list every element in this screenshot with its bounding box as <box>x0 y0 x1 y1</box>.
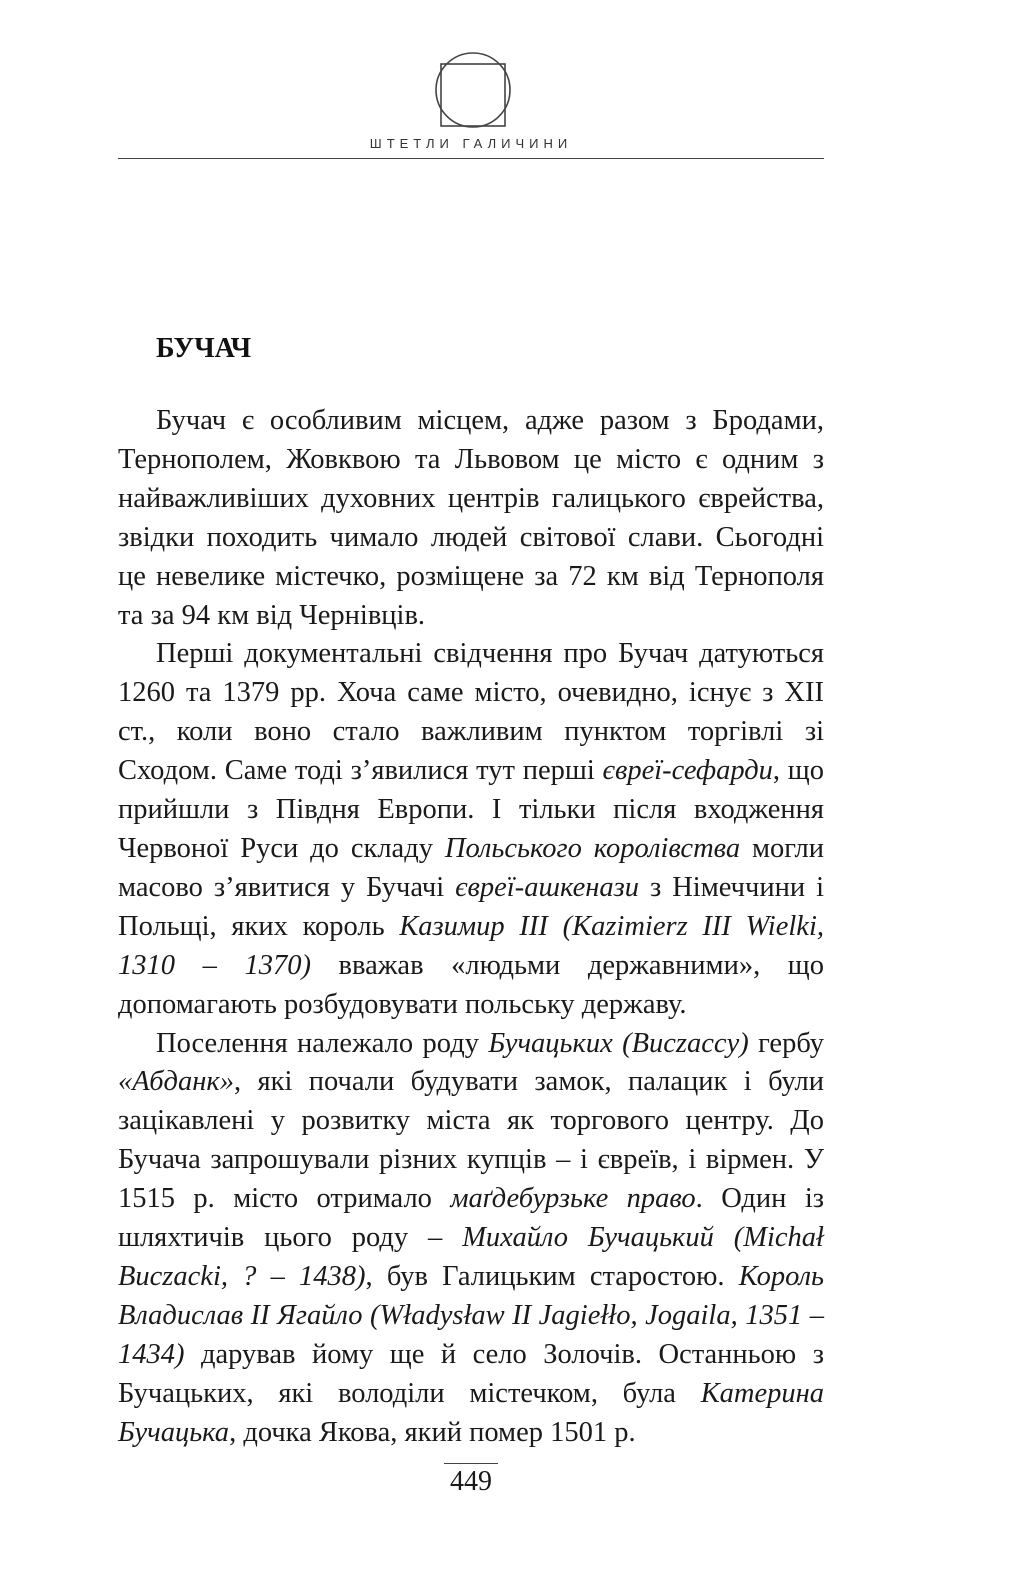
paragraph-text: , дочка Якова, який помер 1501 р. <box>229 1416 636 1448</box>
italic-term: «Абданк» <box>118 1066 234 1098</box>
italic-term: Бучацьких (Buczaccy) <box>488 1027 749 1059</box>
italic-term: Польського королівства <box>444 832 741 864</box>
italic-term: Михайло Бучацький (Michał Buczacki, ? – 1438) <box>118 1222 824 1292</box>
paragraph-text: Бучач є особливим місцем, адже разом з Бродами, Тернополем, Жовквою та Львовом це місто є одним з найважливіших духовних центрів галицького єврейства, звідки походить чимало людей світової слави. Сьогодні це невелике містечко, розміщене за 72 км від Тернополя та за 94 км від Чернівців. <box>118 405 824 631</box>
paragraph <box>118 635 824 1024</box>
page-number-value: 449 <box>444 1463 498 1500</box>
paragraph-text: з Німеччини і Польщі, яких король <box>118 871 825 942</box>
paragraph <box>118 402 824 635</box>
paragraph-text: Перші документальні свідчення про Бучач датуються 1260 та 1379 рр. Хоча саме місто, очевидно, існує з XII ст., коли воно стало важливим пунктом торгівлі зі Сходом. Саме тоді з’явилися тут перші <box>118 638 824 787</box>
paragraph-text: . Один із шляхтичів цього роду – <box>118 1183 825 1254</box>
paragraph-text: гербу <box>748 1027 824 1059</box>
italic-term: Король Владислав II Ягайло (Władysław II Jagiełło, Jogaila, 1351 – 1434) <box>118 1260 825 1370</box>
paragraph-text: , які почали будувати замок, палацик і були зацікавлені у розвитку міста як торгового центру. До Бучача запрошували різних купців – і євреїв, і вірмен. У 1515 р. місто отримало <box>118 1066 824 1215</box>
body-text <box>118 402 824 1452</box>
italic-term: маґдебурзьке право <box>450 1183 696 1215</box>
page-number <box>118 1463 824 1500</box>
chapter-title: БУЧАЧ <box>156 333 252 364</box>
paragraph <box>118 1025 824 1453</box>
italic-term: Казимир III (Kazimierz III Wielki, 1310 – 1370) <box>118 910 824 981</box>
paragraph-text: дарував йому ще й село Золочів. Останньою з Бучацьких, які володіли містечком, була <box>118 1338 824 1409</box>
circle-square-emblem-icon <box>433 50 513 130</box>
running-head: ШТЕТЛИ ГАЛИЧИНИ <box>369 136 573 151</box>
italic-term: євреї-сефарди <box>602 755 773 787</box>
paragraph-text: , був Галицьким старостою. <box>365 1260 739 1292</box>
paragraph-text: вважав «людьми державними», що допомагають розбудовувати польську державу. <box>118 949 824 1020</box>
paragraph-text: , що прийшли з Півдня Европи. І тільки після входження Червоної Руси до складу <box>118 755 824 864</box>
paragraph-text: могли масово з’явитися у Бучачі <box>118 832 824 903</box>
paragraph-text: Поселення належало роду <box>156 1027 489 1059</box>
italic-term: євреї-ашкенази <box>455 871 639 903</box>
header-rule <box>118 158 824 159</box>
italic-term: Катерина Бучацька <box>118 1377 824 1448</box>
